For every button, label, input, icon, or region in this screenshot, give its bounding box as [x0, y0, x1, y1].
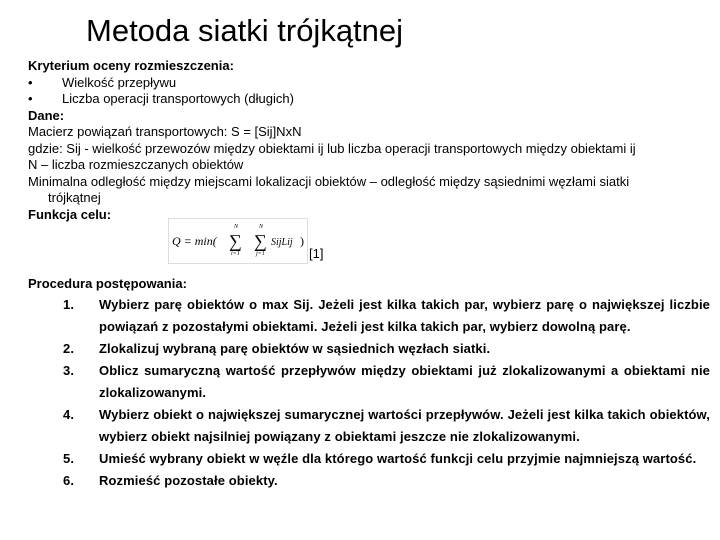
formula-reference: [1]: [309, 246, 324, 261]
step-text: Umieść wybrany obiekt w węźle dla którego wartość funkcji celu przyjmie najmniejszą wartość.: [99, 451, 697, 466]
step-text: Wybierz parę obiektów o max Sij. Jeżeli jest kilka takich par, wybierz parę o największej liczbie powiązań z pozostałymi obiektami. Jeżeli jest kilka takich par, wybierz dowolną parę.: [99, 297, 710, 334]
bullet-item: [28, 91, 708, 108]
data-line: Minimalna odległość między miejscami lokalizacji obiektów – odległość między sąsiednimi węzłami siatki: [28, 173, 630, 189]
formula-lhs: Q = min(: [172, 234, 217, 248]
step-number: 6.: [63, 473, 75, 488]
data-heading: Dane:: [28, 107, 65, 123]
criterion-heading: Kryterium oceny rozmieszczenia:: [28, 58, 234, 73]
step-text: Zlokalizuj wybraną parę obiektów w sąsiednich węzłach siatki.: [99, 341, 491, 356]
bullet-text: Liczba operacji transportowych (długich): [62, 91, 294, 106]
criterion-section: [28, 58, 708, 223]
step-text: Rozmieść pozostałe obiekty.: [99, 473, 278, 488]
procedure-step: [28, 470, 710, 492]
procedure-step: [28, 448, 710, 470]
formula-rhs: ): [300, 234, 304, 248]
procedure-steps: [28, 294, 710, 492]
page-title: Metoda siatki trójkątnej: [86, 13, 404, 48]
sum1-top: N: [234, 224, 239, 230]
step-number: 2.: [63, 341, 75, 356]
procedure-heading: Procedura postępowania:: [28, 276, 187, 291]
step-number: 4.: [63, 407, 75, 422]
data-line: trójkątnej: [48, 190, 101, 205]
data-line: N – liczba rozmieszczanych obiektów: [28, 157, 244, 172]
objective-formula: [168, 218, 308, 264]
bullet-text: Wielkość przepływu: [62, 74, 177, 90]
bullet-icon: •: [28, 91, 33, 106]
procedure-step: [28, 294, 710, 338]
bullet-item: [28, 75, 708, 92]
step-text: Oblicz sumaryczną wartość przepływów między obiektami już zlokalizowanymi a obiektami nie zlokalizowanymi.: [99, 363, 710, 400]
sum1-bottom: i=1: [231, 251, 240, 257]
procedure-step: [28, 338, 710, 360]
sum2-bottom: j=1: [256, 251, 265, 257]
data-line: gdzie: Sij - wielkość przewozów między obiektami ij lub liczba operacji transportowych między obiektami ij: [28, 140, 636, 156]
data-line: Macierz powiązań transportowych: S = [Sij]NxN: [28, 124, 302, 139]
sum1-icon: ∑: [229, 231, 242, 251]
procedure-step: [28, 404, 710, 448]
goal-heading: Funkcja celu:: [28, 206, 112, 222]
bullet-icon: •: [28, 74, 33, 90]
step-number: 3.: [63, 363, 75, 378]
formula-term: SijLij: [271, 237, 293, 248]
step-text: Wybierz obiekt o największej sumarycznej wartości przepływów. Jeżeli jest kilka takich obiektów, wybierz obiekt najsilniej powiązany z obiektami jeszcze nie zlokalizowanymi.: [99, 407, 710, 444]
sum2-icon: ∑: [254, 231, 267, 251]
step-number: 1.: [63, 297, 75, 312]
sum2-top: N: [259, 224, 264, 230]
procedure-step: [28, 360, 710, 404]
step-number: 5.: [63, 451, 75, 466]
